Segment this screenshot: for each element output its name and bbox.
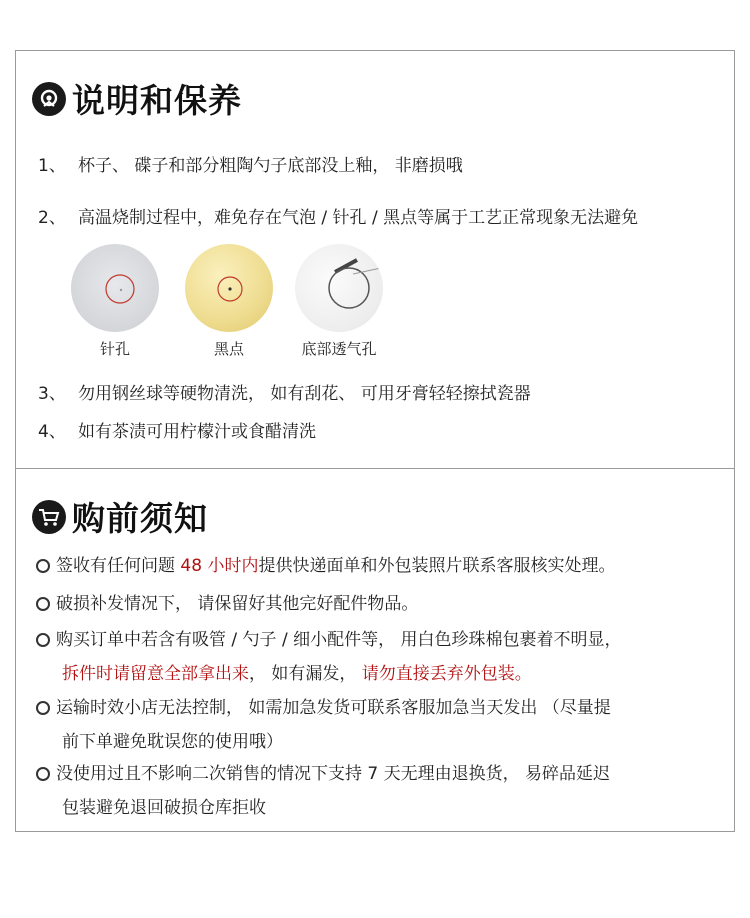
purchase-item-3: 购买订单中若含有吸管 / 勺子 / 细小配件等， 用白色珍珠棉包裹着不明显， 拆件时请留意全部拿出来， 如有漏发， 请勿直接丢弃外包装。 <box>36 623 726 691</box>
circle-bullet-icon <box>36 633 50 647</box>
purchase-item-1: 签收有任何问题 48 小时内提供快递面单和外包装照片联系客服核实处理。 <box>36 549 726 583</box>
care-section-header <box>32 75 242 122</box>
purchase-item-5: 没使用过且不影响二次销售的情况下支持 7 天无理由退换货， 易碎品延迟 包装避免退回破损仓库拒收 <box>36 757 726 825</box>
vent-hole-photo <box>295 244 383 332</box>
care-title: 说明和保养 <box>72 81 242 120</box>
care-item-1: 1、 杯子、 碟子和部分粗陶勺子底部没上釉， 非磨损哦 <box>38 156 463 176</box>
purchase-section-header <box>32 493 208 540</box>
shopping-cart-icon <box>32 500 66 534</box>
circle-bullet-icon <box>36 559 50 573</box>
purchase-panel <box>15 468 735 832</box>
care-panel <box>15 50 735 469</box>
care-item-3: 3、 勿用钢丝球等硬物清洗， 如有刮花、 可用牙膏轻轻擦拭瓷器 <box>38 384 531 404</box>
black-dot-label: 黑点 <box>213 340 244 358</box>
purchase-item-2: 破损补发情况下， 请保留好其他完好配件物品。 <box>36 587 726 621</box>
care-item-4: 4、 如有茶渍可用柠檬汁或食醋清洗 <box>38 422 316 442</box>
black-dot-photo <box>185 244 273 332</box>
location-pin-icon <box>32 82 66 116</box>
care-item-2: 2、 高温烧制过程中，难免存在气泡 / 针孔 / 黑点等属于工艺正常现象无法避免 <box>38 208 639 228</box>
purchase-item-4: 运输时效小店无法控制， 如需加急发货可联系客服加急当天发出 （尽量提 前下单避免耽误您的使用哦） <box>36 691 726 759</box>
pinhole-photo <box>71 244 159 332</box>
vent-hole-label: 底部透气孔 <box>301 340 377 358</box>
circle-bullet-icon <box>36 597 50 611</box>
purchase-title: 购前须知 <box>72 499 208 538</box>
circle-bullet-icon <box>36 767 50 781</box>
pinhole-label: 针孔 <box>99 340 130 358</box>
circle-bullet-icon <box>36 701 50 715</box>
